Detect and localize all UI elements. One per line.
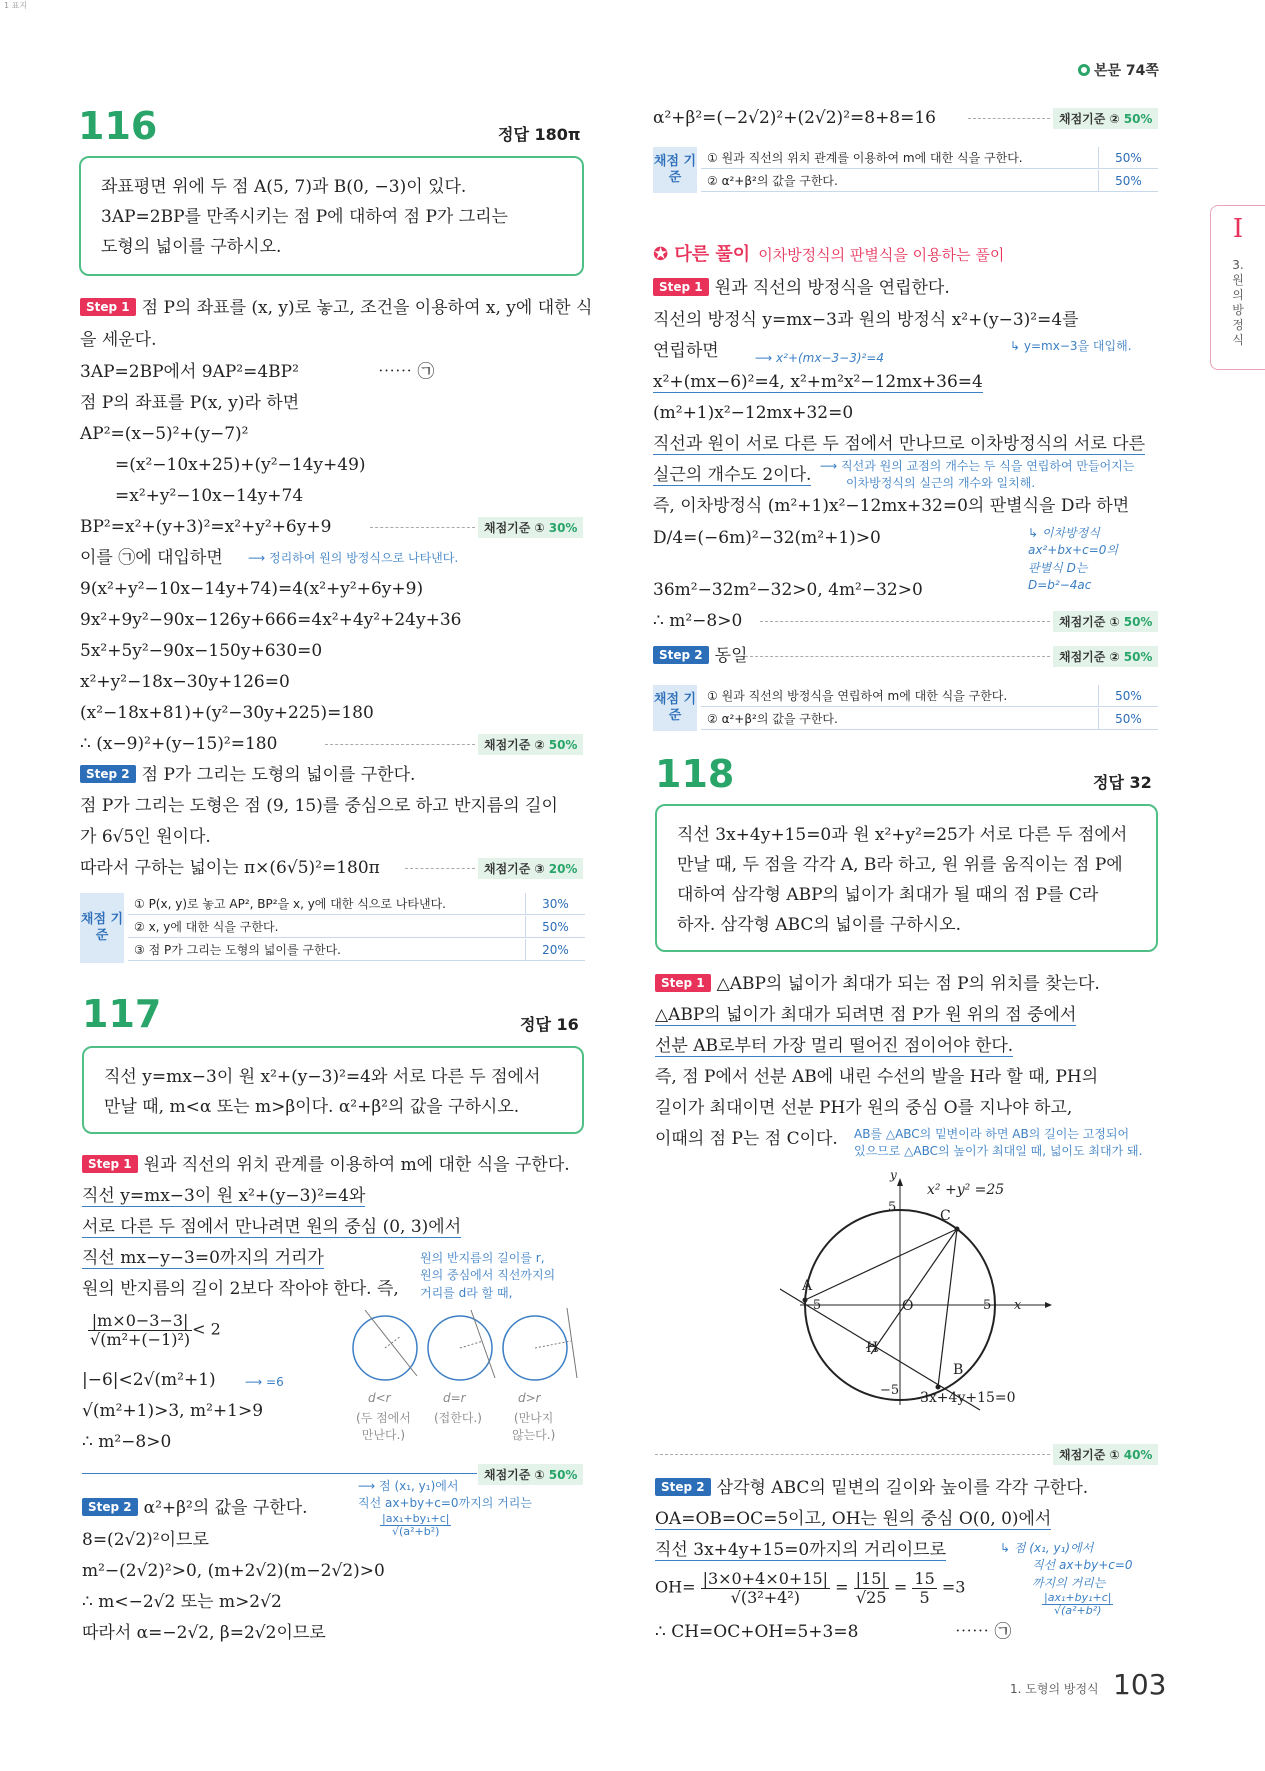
criterion-badge: 채점기준 ② 50% (1053, 646, 1158, 667)
alt-solution-title: ✪ 다른 풀이 이차방정식의 판별식을 이용하는 풀이 (653, 244, 1005, 265)
step-badge: Step 2 (653, 646, 709, 664)
scoring-row: ① 원과 직선의 방정식을 연립하여 m에 대한 식을 구한다. 50% (701, 685, 1158, 707)
step1-heading-116: Step 1 점 P의 좌표를 (x, y)로 놓고, 조건을 이용하여 x, y에 대한 식 (80, 298, 592, 318)
page-reference: 본문 74쪽 (1078, 60, 1159, 80)
question-line: 3AP=2BP를 만족시키는 점 P에 대하여 점 P가 그리는 (101, 207, 508, 227)
text-line: 점 P가 그리는 도형은 점 (9, 15)를 중심으로 하고 반지름의 길이 (80, 796, 558, 816)
math-line: 직선 mx−y−3=0까지의 거리가 (82, 1248, 324, 1268)
dashed-leader (405, 868, 475, 869)
math-line: ∴ m²−8>0 (653, 611, 743, 631)
criterion-badge: 채점기준 ② 50% (478, 734, 583, 755)
math-line: 따라서 α=−2√2, β=2√2이므로 (82, 1623, 326, 1643)
math-line: ∴ m²−8>0 (82, 1432, 172, 1452)
dashed-leader (745, 656, 1050, 657)
scoring-table-label: 채점 기준 (653, 147, 697, 193)
page-number: 103 (1113, 1668, 1167, 1701)
problem-number-117: 117 (82, 992, 162, 1036)
tick-label: 5 (983, 1298, 992, 1313)
step2-heading-118: Step 2 삼각형 ABC의 밑변의 길이와 높이를 각각 구한다. (655, 1478, 1088, 1498)
scoring-table-116 (80, 893, 585, 963)
dashed-leader (968, 118, 1050, 119)
note-substitution-result: ⟶ x²+(mx−3−3)²=4 (755, 351, 885, 365)
tick-label: −5 (880, 1383, 900, 1398)
math-line: 36m²−32m²−32>0, 4m²−32>0 (653, 580, 923, 600)
note-distance-formula: ⟶ 점 (x₁, y₁)에서 직선 ax+by+c=0까지의 거리는 $\frac{\text{|ax₁+by₁+c|}}{\text{√(a²+b²)}}$ (358, 1479, 532, 1538)
math-line: 5x²+5y²−90x−150y+630=0 (80, 641, 323, 661)
point-label-O: O (902, 1298, 914, 1314)
step-badge: Step 1 (655, 974, 711, 992)
question-line: 하자. 삼각형 ABC의 넓이를 구하시오. (677, 915, 962, 935)
text-line: 선분 AB로부터 가장 멀리 떨어진 점이어야 한다. (655, 1036, 1014, 1056)
note-roots: ⟶ 직선과 원의 교점의 개수는 두 식을 연립하여 만들어지는 이차방정식의 실근의 개수와 일치해. (820, 459, 1135, 491)
text-line: 길이가 최대이면 선분 PH가 원의 중심 O를 지나야 하고, (655, 1098, 1073, 1118)
point-label-A: A (802, 1278, 813, 1294)
step1-heading-cont: 을 세운다. (80, 330, 157, 350)
case-caption: (접한다.) (434, 1411, 482, 1425)
case-caption: (만나지 않는다.) (512, 1411, 556, 1443)
case-caption: (두 점에서 만난다.) (356, 1411, 411, 1443)
math-line: 직선 y=mx−3이 원 x²+(y−3)²=4와 (82, 1186, 366, 1206)
text-line: 이때의 점 P는 점 C이다. (655, 1129, 838, 1149)
point-label-H: H (866, 1340, 879, 1356)
corner-mark: 1 표지 (4, 1, 28, 10)
math-line: 3AP=2BP에서 9AP²=4BP² (80, 362, 299, 382)
criterion-badge: 채점기준 ① 50% (1053, 611, 1158, 632)
math-line: AP²=(x−5)²+(y−7)² (80, 424, 249, 444)
footer-chapter: 1. 도형의 방정식 (1010, 1682, 1099, 1696)
text-line: 따라서 구하는 넓이는 π×(6√5)²=180π (80, 858, 380, 878)
arrow-right-icon: ⟶ (248, 551, 270, 565)
circle-equation-label: x² +y² =25 (927, 1182, 1005, 1198)
math-line: ∴ CH=OC+OH=5+3=8 (655, 1622, 859, 1642)
scoring-row: ① P(x, y)로 놓고 AP², BP²을 x, y에 대한 식으로 나타낸다. 30% (128, 893, 585, 915)
problem-number-116: 116 (78, 104, 158, 148)
case-label: d=r (443, 1391, 466, 1405)
math-line: 점 P의 좌표를 P(x, y)라 하면 (80, 393, 300, 413)
x-axis-arrow-icon (1045, 1302, 1052, 1308)
note-radius: 원의 반지름의 길이를 r, 원의 중심에서 직선까지의 거리를 d라 할 때, (420, 1251, 556, 1300)
alt-step2-heading: Step 2 동일 (653, 646, 748, 666)
tick-label: 5 (888, 1200, 897, 1215)
scoring-table-label: 채점 기준 (80, 893, 124, 963)
text-line: 가 6√5인 원이다. (80, 827, 211, 847)
side-tab-chapter: 3. 원 의 방 정 식 (1232, 258, 1244, 347)
text-line: 실근의 개수도 2이다. (653, 465, 812, 485)
y-axis-arrow-icon (897, 1178, 903, 1186)
circle-case-intersect (353, 1310, 417, 1380)
step1-heading-118: Step 1 △ABP의 넓이가 최대가 되는 점 P의 위치를 찾는다. (655, 974, 1100, 994)
math-line: 9(x²+y²−10x−14y+74)=4(x²+y²+6y+9) (80, 579, 424, 599)
scoring-table-label: 채점 기준 (653, 685, 697, 731)
arrow-right-icon: ↳ (1010, 339, 1024, 353)
step-badge: Step 2 (80, 765, 136, 783)
step-badge: Step 2 (655, 1478, 711, 1496)
math-line: 직선의 방정식 y=mx−3과 원의 방정식 x²+(y−3)²=4를 (653, 310, 1079, 330)
scoring-table-117 (653, 147, 1158, 193)
math-line: 서로 다른 두 점에서 만나려면 원의 중심 (0, 3)에서 (82, 1217, 462, 1237)
math-line: =(x²−10x+25)+(y²−14y+49) (115, 455, 366, 475)
alt-step1-heading: Step 1 원과 직선의 방정식을 연립한다. (653, 278, 950, 298)
axis-label-y: y (890, 1168, 897, 1182)
math-line: OA=OB=OC=5이고, OH는 원의 중심 O(0, 0)에서 (655, 1509, 1052, 1529)
criterion-badge: 채점기준 ① 30% (478, 517, 583, 538)
text-line: 즉, 이차방정식 (m²+1)x²−12mx+32=0의 판별식을 D라 하면 (653, 496, 1130, 516)
arrow-right-icon: ↳ (1000, 1541, 1014, 1555)
step-badge: Step 1 (653, 278, 709, 296)
dashed-leader (325, 744, 475, 745)
plus-icon: ✪ (653, 244, 675, 265)
segment-AC (805, 1229, 957, 1300)
tick-label: −5 (802, 1298, 822, 1313)
text-line: 직선과 원이 서로 다른 두 점에서 만나므로 이차방정식의 서로 다른 (653, 434, 1146, 454)
note-substitute: ↳ y=mx−3을 대입해. (1010, 339, 1132, 353)
answer-116: 정답 180π (498, 125, 581, 144)
math-line: α²+β²=(−2√2)²+(2√2)²=8+8=16 (653, 108, 936, 128)
arrow-right-icon: ⟶ (358, 1479, 380, 1493)
arrow-right-icon: ⟶ (245, 1375, 267, 1389)
math-line: |−6|<2√(m²+1) (82, 1370, 216, 1390)
math-line: 9x²+9y²−90x−126y+666=4x²+4y²+24y+36 (80, 610, 462, 630)
question-line: 대하여 삼각형 ABP의 넓이가 최대가 될 때의 점 P를 C라 (677, 885, 1099, 905)
note-discriminant: ↳ 이차방정식 ax²+bx+c=0의 판별식 D는 D=b²−4ac (1028, 526, 1118, 593)
question-line: 만날 때, m<α 또는 m>β이다. α²+β²의 값을 구하시오. (104, 1097, 520, 1117)
math-line: BP²=x²+(y+3)²=x²+y²+6y+9 (80, 517, 332, 537)
text-line: △ABP의 넓이가 최대가 되려면 점 P가 원 위의 점 중에서 (655, 1005, 1077, 1025)
math-line: 직선 3x+4y+15=0까지의 거리이므로 (655, 1540, 947, 1560)
step-badge: Step 1 (80, 298, 136, 316)
note-distance-formula: ↳ 점 (x₁, y₁)에서 직선 ax+by+c=0 까지의 거리는 $\frac{\text{|ax₁+by₁+c|}}{\text{√(a²+b²)}}$ (1000, 1541, 1133, 1618)
dashed-leader (655, 1454, 1050, 1455)
math-line: √(m²+1)>3, m²+1>9 (82, 1401, 264, 1421)
arrow-right-icon: ⟶ (820, 459, 842, 473)
criterion-badge: 채점기준 ① 50% (478, 1464, 583, 1485)
question-line: 직선 3x+4y+15=0과 원 x²+y²=25가 서로 다른 두 점에서 (677, 825, 1128, 845)
math-line: D/4=(−6m)²−32(m²+1)>0 (653, 528, 881, 548)
point-label-C: C (940, 1208, 951, 1224)
circle-icon (1078, 64, 1090, 76)
criterion-badge: 채점기준 ③ 20% (478, 858, 583, 879)
note-base-height: AB를 △ABC의 밑변이라 하면 AB의 길이는 고정되어 있으므로 △ABC의 높이가 최대일 때, 넓이도 최대가 돼. (854, 1127, 1143, 1159)
math-line: (x²−18x+81)+(y²−30y+225)=180 (80, 703, 374, 723)
scoring-table-alt (653, 685, 1158, 731)
step-badge: Step 2 (82, 1498, 138, 1516)
distance-computation: OH= $\frac{|3\times 0+4\times 0+15|}{\text{√(3²+4²)}}$ = $\frac{|15|}{√25}$ = $\frac{15}{5}$ =3 (655, 1569, 966, 1607)
case-label: d<r (368, 1391, 391, 1405)
leader-line (82, 1473, 477, 1474)
math-line: ∴ m<−2√2 또는 m>2√2 (82, 1592, 282, 1612)
scoring-row: ② α²+β²의 값을 구한다. 50% (701, 170, 1158, 192)
question-line: 좌표평면 위에 두 점 A(5, 7)과 B(0, −3)이 있다. (101, 177, 467, 197)
problem-number-118: 118 (655, 752, 735, 796)
step2-heading-116: Step 2 점 P가 그리는 도형의 넓이를 구한다. (80, 765, 415, 785)
axis-label-x: x (1014, 1298, 1022, 1313)
scoring-row: ② x, y에 대한 식을 구한다. 50% (128, 916, 585, 938)
question-box-118 (655, 804, 1158, 952)
math-line: 이를 ㉠에 대입하면 (80, 548, 223, 568)
arrow-right-icon: ↳ (1028, 526, 1042, 540)
question-box-116 (79, 156, 584, 276)
dashed-leader (760, 621, 1050, 622)
math-line: 원의 반지름의 길이 2보다 작아야 한다. 즉, (82, 1279, 399, 1299)
point-label-B: B (953, 1362, 964, 1378)
text-line: 즉, 점 P에서 선분 AB에 내린 수선의 발을 H라 할 때, PH의 (655, 1067, 1099, 1087)
chapter-side-tab[interactable] (1210, 205, 1265, 370)
step2-heading-117: Step 2 α²+β²의 값을 구한다. (82, 1498, 308, 1518)
scoring-row: ② α²+β²의 값을 구한다. 50% (701, 708, 1158, 730)
step1-heading-117: Step 1 원과 직선의 위치 관계를 이용하여 m에 대한 식을 구한다. (82, 1155, 570, 1175)
criterion-badge: 채점기준 ② 50% (1053, 108, 1158, 129)
question-line: 만날 때, 두 점을 각각 A, B라 하고, 원 위를 움직이는 점 P에 (677, 855, 1123, 875)
reference-mark: ⋯⋯ ㉠ (955, 1622, 1012, 1642)
scoring-row: ③ 점 P가 그리는 도형의 넓이를 구한다. 20% (128, 939, 585, 961)
case-label: d>r (518, 1391, 541, 1405)
question-line: 직선 y=mx−3이 원 x²+(y−3)²=4와 서로 다른 두 점에서 (104, 1067, 541, 1087)
math-line: 8=(2√2)²이므로 (82, 1530, 209, 1550)
math-line: =x²+y²−10x−14y+74 (115, 486, 304, 506)
math-line: x²+(mx−6)²=4, x²+m²x²−12mx+36=4 (653, 372, 983, 392)
note-abs: ⟶ =6 (245, 1375, 284, 1389)
math-line: (m²+1)x²−12mx+32=0 (653, 403, 854, 423)
math-line: m²−(2√2)²>0, (m+2√2)(m−2√2)>0 (82, 1561, 385, 1581)
question-line: 도형의 넓이를 구하시오. (101, 237, 282, 257)
dashed-leader (370, 527, 475, 528)
answer-117: 정답 16 (520, 1015, 579, 1034)
circle-case-tangent (428, 1310, 495, 1380)
line-equation-label: 3x+4y+15=0 (920, 1390, 1016, 1406)
math-line: 연립하면 (653, 341, 719, 361)
side-tab-roman: I (1232, 214, 1244, 244)
fraction-inequality: $\frac{|m\times 0-3-3|}{\text{√(m²+(−1)²)}}$ < 2 (90, 1311, 221, 1349)
arrow-right-icon: ⟶ (755, 351, 777, 365)
note-rewrite: ⟶ 정리하여 원의 방정식으로 나타낸다. (248, 551, 459, 565)
reference-mark: ⋯⋯ ㉠ (378, 362, 435, 382)
scoring-row: ① 원과 직선의 위치 관계를 이용하여 m에 대한 식을 구한다. 50% (701, 147, 1158, 169)
math-line: ∴ (x−9)²+(y−15)²=180 (80, 734, 278, 754)
circle-case-separate (503, 1308, 577, 1380)
criterion-badge: 채점기준 ① 40% (1053, 1444, 1158, 1465)
circle-triangle-figure (780, 1170, 1060, 1420)
step-badge: Step 1 (82, 1155, 138, 1173)
math-line: x²+y²−18x−30y+126=0 (80, 672, 290, 692)
question-box-117 (82, 1046, 584, 1134)
answer-118: 정답 32 (1093, 773, 1152, 792)
